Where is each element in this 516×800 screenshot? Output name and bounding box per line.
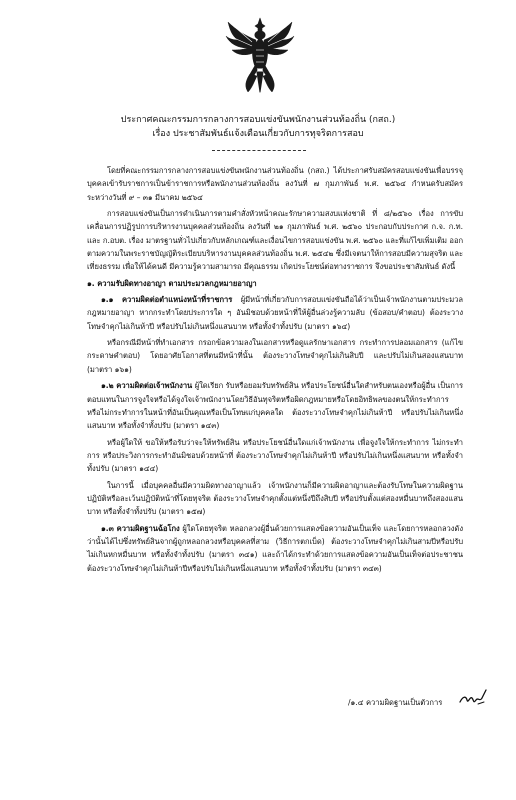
clause-heading: ๑.๒ ความผิดต่อเจ้าพนักงาน (101, 381, 193, 391)
paragraph-text: ในการนี้ เมื่อบุคคลอื่นมีความผิดทางอาญาแล้ว เจ้าพนักงานก็มีความผิดอาญาและต้องรับโทษในความผิดฐานปฏิบัติหรือละเว้นปฏิบัติหน้าที่โดยทุจริต ต้องระวางโทษจำคุกตั้งแต่หนึ่งปีถึงสิบปี หรือปรับตั้งแต่สองหมื่นบาทถึงสองแสนบาท หรือทั้งจำทั้งปรับ (มาตรา ๑๕๗) (87, 480, 463, 517)
announcement-subject: เรื่อง ประชาสัมพันธ์แจ้งเตือนเกี่ยวกับการทุจริตการสอบ (152, 129, 364, 139)
body-paragraph (87, 479, 463, 519)
paragraph-text: โดยที่คณะกรรมการกลางการสอบแข่งขันพนักงานส่วนท้องถิ่น (กสถ.) ได้ประกาศรับสมัครสอบแข่งขันเพื่อบรรจุบุคคลเข้ารับราชการเป็นข้าราชการหรือพนักงานส่วนท้องถิ่น ลงวันที่ ๗ กุมภาพันธ์ พ.ศ. ๒๕๖๔ กำหนดรับสมัครระหว่างวันที่ ๙ – ๓๑ มีนาคม ๒๕๖๔ (87, 166, 463, 202)
document-body (87, 164, 463, 578)
body-paragraph (87, 164, 463, 204)
paragraph-text: ผู้มีหน้าที่เกี่ยวกับการสอบแข่งขันถือได้ว่าเป็นเจ้าพนักงานตามประมวลกฎหมายอาญา หากกระทำโดยประการใด ๆ อันมิชอบด้วยหน้าที่ให้ผู้อื่นล่วงรู้ความลับ (ข้อสอบ/คำตอบ) ต้องระวางโทษจำคุกไม่เกินห้าปี หรือปรับไม่เกินหนึ่งแสนบาท หรือทั้งจำทั้งปรับ (มาตรา ๑๖๔) (87, 295, 463, 331)
handwritten-initials-icon (458, 686, 488, 708)
body-paragraph (87, 336, 463, 376)
body-paragraph (87, 522, 463, 575)
paragraph-text: ผู้ใดเรียก รับหรือยอมรับทรัพย์สิน หรือประโยชน์อื่นใดสำหรับตนเองหรือผู้อื่น เป็นการตอบแทนในการจูงใจหรือได้จูงใจเจ้าพนักงานโดยวิธีอันทุจริตหรือผิดกฎหมายหรือโดยอิทธิพลของตนให้กระทำการ หรือไม่กระทำการในหน้าที่อันเป็นคุณหรือเป็นโทษแก่บุคคลใด ต้องระวางโทษจำคุกไม่เกินห้าปี หรือปรับไม่เกินหนึ่งแสนบาท หรือทั้งจำทั้งปรับ (มาตรา ๑๔๓) (87, 381, 463, 431)
clause-heading: ๑.๑ ความผิดต่อตำแหน่งหน้าที่ราชการ (101, 295, 233, 305)
paragraph-text: ผู้ใดโดยทุจริต หลอกลวงผู้อื่นด้วยการแสดงข้อความอันเป็นเท็จ และโดยการหลอกลวงดังว่านั้นได้ไปซึ่งทรัพย์สินจากผู้ถูกหลอกลวงหรือบุคคลที่สาม (วิธีการตกเบ็ด) ต้องระวางโทษจำคุกไม่เกินสามปีหรือปรับไม่เกินหกหมื่นบาท หรือทั้งจำทั้งปรับ (มาตรา ๓๔๑) และถ้าได้กระทำด้วยการแสดงข้อความอันเป็นเท็จต่อประชาชน ต้องระวางโทษจำคุกไม่เกินห้าปีหรือปรับไม่เกินหนึ่งแสนบาท หรือทั้งจำทั้งปรับ (มาตรา ๓๔๓) (87, 523, 463, 573)
body-paragraph (87, 436, 463, 476)
title-divider (212, 150, 306, 151)
body-paragraph (87, 207, 463, 274)
paragraph-text: หรือกรณีมีหน้าที่ทำเอกสาร กรอกข้อความลงในเอกสารหรือดูแลรักษาเอกสาร กระทำการปลอมเอกสาร (แก้ไขกระดาษคำตอบ) โดยอาศัยโอกาสที่ตนมีหน้าที่นั้น ต้องระวางโทษจำคุกไม่เกินสิบปี และปรับไม่เกินสองแสนบาท (มาตรา ๑๖๑) (87, 338, 463, 374)
garuda-emblem-icon (224, 16, 296, 94)
paragraph-text: การสอบแข่งขันเป็นการดำเนินการตามคำสั่งหัวหน้าคณะรักษาความสงบแห่งชาติ ที่ ๘/๒๕๖๐ เรื่อง การขับเคลื่อนการปฏิรูปการบริหารงานบุคคลส่วนท้องถิ่น ลงวันที่ ๒๑ กุมภาพันธ์ พ.ศ. ๒๕๖๐ ประกอบกับประกาศ ก.จ. ก.ท. และ ก.อบต. เรื่อง มาตรฐานทั่วไปเกี่ยวกับหลักเกณฑ์และเงื่อนไขการสอบแข่งขัน พ.ศ. ๒๕๖๐ และที่แก้ไขเพิ่มเติม ออกตามความในพระราชบัญญัติระเบียบบริหารงานบุคคลส่วนท้องถิ่น พ.ศ. ๒๕๔๒ ซึ่งมีเจตนาให้การสอบมีความสุจริต และเที่ยงธรรม เพื่อให้ได้คนดี มีความรู้ความสามารถ มีคุณธรรม เกิดประโยชน์ต่อทางราชการ จึงขอประชาสัมพันธ์ ดังนี้ (87, 209, 463, 272)
paragraph-text: หรือผู้ใดให้ ขอให้หรือรับว่าจะให้ทรัพย์สิน หรือประโยชน์อื่นใดแก่เจ้าพนักงาน เพื่อจูงใจให้กระทำการ ไม่กระทำการ หรือประวิงการกระทำอันมิชอบด้วยหน้าที่ ต้องระวางโทษจำคุกไม่เกินห้าปี หรือปรับไม่เกินหนึ่งแสนบาท หรือทั้งจำทั้งปรับ (มาตรา ๑๔๔) (87, 437, 463, 474)
clause-heading: ๑.๓ ความผิดฐานฉ้อโกง (101, 523, 180, 533)
paragraph-text: ๑. ความรับผิดทางอาญา ตามประมวลกฎหมายอาญา (87, 278, 257, 288)
page-continuation: /๑.๔ ความผิดฐานเป็นตัวการ (348, 698, 443, 707)
section-heading (87, 277, 463, 290)
body-paragraph (87, 293, 463, 333)
body-paragraph (87, 379, 463, 432)
announcement-title: ประกาศคณะกรรมการกลางการสอบแข่งขันพนักงานส่วนท้องถิ่น (กสถ.) (120, 115, 396, 125)
